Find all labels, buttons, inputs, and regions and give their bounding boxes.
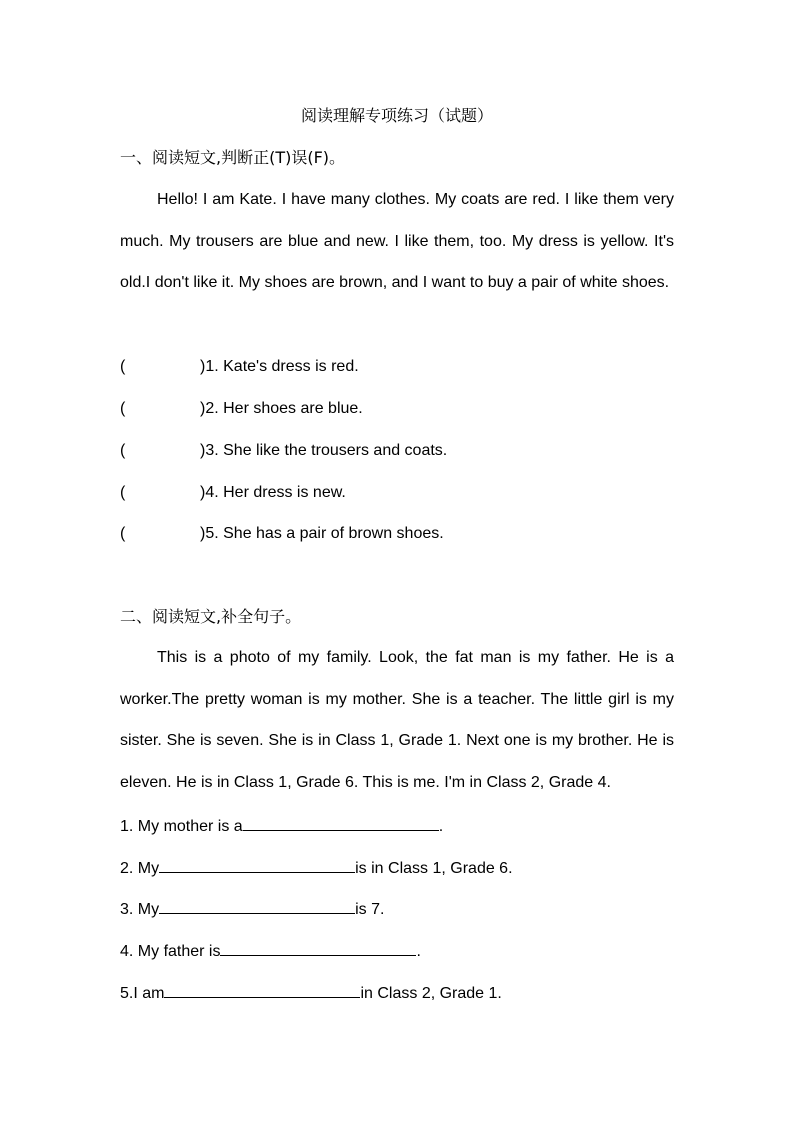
answer-blank[interactable] — [159, 897, 355, 914]
tf-item-3 — [120, 439, 447, 463]
fill-item-before: 5.I am — [120, 985, 165, 1002]
fill-item-4 — [120, 939, 421, 964]
fill-item-before: 3. My — [120, 901, 160, 918]
fill-item-5 — [120, 981, 502, 1006]
tf-item-text: )4. Her dress is new. — [200, 484, 346, 501]
fill-item-after: is 7. — [355, 901, 385, 918]
tf-item-4 — [120, 481, 346, 505]
tf-item-text: )3. She like the trousers and coats. — [200, 442, 448, 459]
fill-item-after: . — [438, 818, 444, 835]
answer-paren[interactable]: ( — [120, 400, 126, 417]
fill-item-2 — [120, 856, 513, 881]
fill-item-after: . — [416, 943, 421, 960]
fill-item-before: 2. My — [120, 860, 160, 877]
fill-item-before: 1. My mother is a — [120, 818, 243, 835]
answer-blank[interactable] — [243, 814, 439, 831]
tf-item-text: )5. She has a pair of brown shoes. — [200, 525, 444, 542]
answer-blank[interactable] — [164, 981, 360, 998]
tf-item-1 — [120, 355, 359, 379]
section1-heading: 一、阅读短文,判断正(T)误(F)。 — [120, 148, 346, 167]
tf-item-text: )1. Kate's dress is red. — [200, 358, 359, 375]
answer-blank[interactable] — [159, 856, 355, 873]
page-title: 阅读理解专项练习（试题） — [300, 106, 493, 125]
fill-item-after: in Class 2, Grade 1. — [360, 985, 502, 1002]
section2-heading: 二、阅读短文,补全句子。 — [120, 607, 302, 626]
fill-item-3 — [120, 897, 384, 922]
tf-item-2 — [120, 397, 363, 421]
fill-item-after: is in Class 1, Grade 6. — [355, 860, 513, 877]
section2-passage: This is a photo of my family. Look, the fat man is my father. He is a worker.The pretty woman is my mother. She is a teacher. The little girl is my sister. She is seven. She is in Class 1, Grade 1. Next one is my brother. He is eleven. He is in Class 1, Grade 6. This is me. I'm in Class 2, Grade 4. — [120, 649, 674, 791]
fill-item-before: 4. My father is — [120, 943, 221, 960]
tf-item-text: )2. Her shoes are blue. — [200, 400, 363, 417]
answer-paren[interactable]: ( — [120, 484, 126, 501]
answer-blank[interactable] — [220, 939, 416, 956]
section1-passage: Hello! I am Kate. I have many clothes. My coats are red. I like them very much. My trousers are blue and new. I like them, too. My dress is yellow. It's old.I don't like it. My shoes are brown, and I want to buy a pair of white shoes. — [120, 191, 674, 292]
answer-paren[interactable]: ( — [120, 442, 126, 459]
tf-item-5 — [120, 522, 444, 546]
answer-paren[interactable]: ( — [120, 525, 126, 542]
answer-paren[interactable]: ( — [120, 358, 126, 375]
fill-item-1 — [120, 814, 443, 839]
